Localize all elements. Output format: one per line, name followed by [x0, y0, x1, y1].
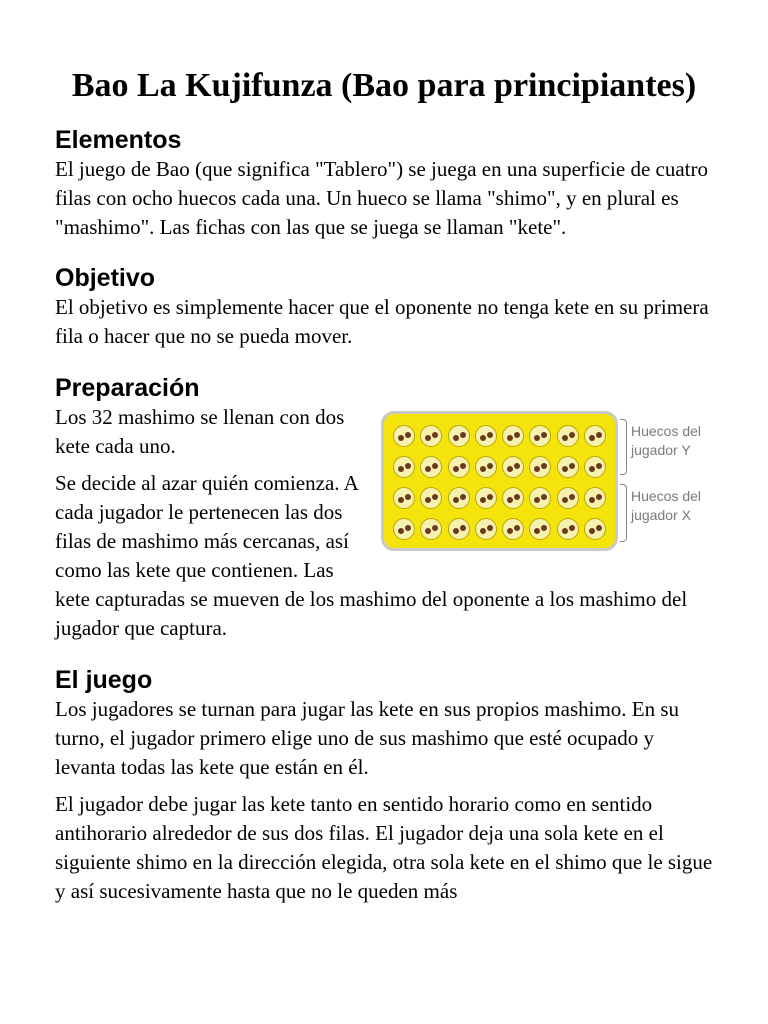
board-hole: [502, 456, 524, 478]
board-hole: [448, 425, 470, 447]
board-hole: [584, 518, 606, 540]
board-hole: [584, 425, 606, 447]
board-hole: [557, 518, 579, 540]
brace-player-x: [620, 484, 627, 542]
board-hole: [584, 487, 606, 509]
page-title: Bao La Kujifunza (Bao para principiantes): [71, 67, 697, 104]
brace-player-y: [620, 419, 627, 475]
board-hole: [420, 487, 442, 509]
board-hole: [475, 456, 497, 478]
board-row-x1: [393, 487, 606, 509]
board-hole: [420, 425, 442, 447]
paragraph-juego-1: Los jugadores se turnan para jugar las kete en sus propios mashimo. En su turno, el jugador primero elige uno de sus mashimo que esté ocupado y levanta todas las kete que están en él.: [55, 697, 680, 779]
board-hole: [529, 456, 551, 478]
paragraph-preparacion-2: Se decide al azar quién comienza. A cada jugador le pertenecen las dos filas de mashimo más cercanas, así como las kete que contienen. Las kete capturadas se mueven de los mashimo del oponente a los mashimo del jugador que captura.: [55, 471, 688, 640]
label-player-y: Huecos del jugador Y: [631, 423, 702, 458]
heading-objetivo: Objetivo: [55, 264, 156, 292]
board-hole: [393, 487, 415, 509]
board-hole: [475, 425, 497, 447]
board-hole: [557, 456, 579, 478]
heading-elementos: Elementos: [55, 126, 182, 154]
board-hole: [529, 518, 551, 540]
board-hole: [448, 487, 470, 509]
label-player-x: Huecos del jugador X: [631, 488, 702, 523]
board-hole: [420, 456, 442, 478]
board-row-y2: [393, 456, 606, 478]
board-hole: [475, 487, 497, 509]
bao-board-figure: [381, 405, 721, 555]
board-hole: [557, 425, 579, 447]
board-row-x2: [393, 518, 606, 540]
board-hole: [529, 487, 551, 509]
board-hole: [557, 487, 579, 509]
paragraph-objetivo: El objetivo es simplemente hacer que el oponente no tenga kete en su primera fila o hacer que no se pueda mover.: [55, 295, 709, 348]
paragraph-preparacion-1: Los 32 mashimo se llenan con dos kete cada uno.: [55, 405, 345, 458]
heading-el-juego: El juego: [55, 666, 153, 694]
board-hole: [584, 456, 606, 478]
board-hole: [502, 425, 524, 447]
board-hole: [420, 518, 442, 540]
board-hole: [393, 456, 415, 478]
board-hole: [393, 518, 415, 540]
board-row-y1: [393, 425, 606, 447]
bao-board: [381, 411, 618, 551]
board-hole: [502, 487, 524, 509]
board-hole: [529, 425, 551, 447]
board-hole: [393, 425, 415, 447]
paragraph-elementos: El juego de Bao (que significa "Tablero") se juega en una superficie de cuatro filas con ocho huecos cada una. Un hueco se llama "shimo", y en plural es "mashimo". Las fichas con las que se juega se llaman "kete".: [55, 157, 708, 239]
heading-preparacion: Preparación: [55, 374, 200, 402]
board-hole: [475, 518, 497, 540]
board-hole: [448, 456, 470, 478]
board-hole: [502, 518, 524, 540]
board-hole: [448, 518, 470, 540]
paragraph-juego-2: El jugador debe jugar las kete tanto en sentido horario como en sentido antihorario alrededor de sus dos filas. El jugador deja una sola kete en el siguiente shimo en la dirección elegida, otra sola kete en el shimo que le sigue y así sucesivamente hasta que no le queden más: [55, 792, 713, 903]
